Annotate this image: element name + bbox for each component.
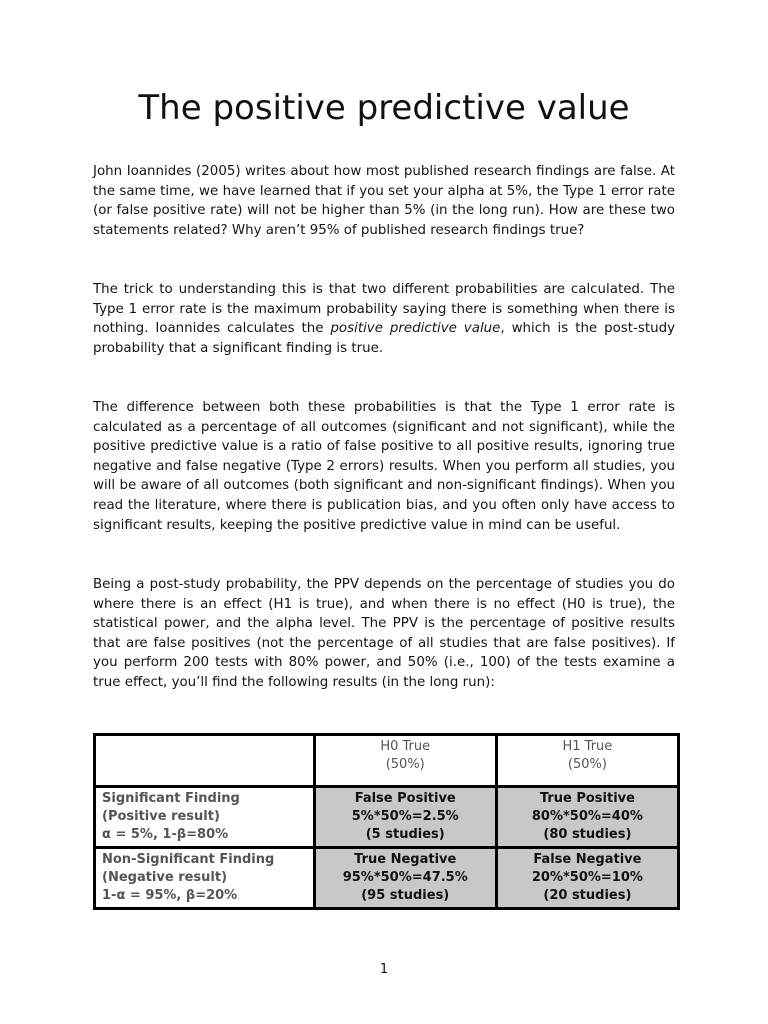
cell-line: 20%*50%=10% — [531, 870, 643, 885]
cell-true-positive — [496, 787, 678, 848]
table-row — [95, 787, 679, 848]
paragraph-trick-before: The trick to understanding this is that two different probabilities are calculated. The Type 1 error rate is the maximum probability saying there is something when there is nothing. Ioannides calculates the — [93, 282, 675, 337]
cell-line: (95 studies) — [361, 888, 450, 903]
header-h1-true — [496, 735, 678, 787]
row-label-line: (Positive result) — [102, 809, 220, 824]
paragraph-intro: John Ioannides (2005) writes about how most published research findings are false. At the same time, we have learned that if you set your alpha at 5%, the Type 1 error rate (or false positive rate) will not be higher than 5% (in the long run). How are these two statements related? Why aren’t 95% of published research findings true? — [93, 164, 675, 238]
cell-false-positive — [314, 787, 496, 848]
header-h1-title: H1 True — [562, 739, 613, 754]
paragraph-difference: The difference between both these probabilities is that the Type 1 error rate is calculated as a percentage of all outcomes (significant and not significant), while the positive predictive value is a ratio of false positive to all positive results, ignoring true negative and false negative (Type 2 errors) results. When you perform all studies, you will be aware of all outcomes (both significant and non-significant findings). When you read the literature, where there is publication bias, and you often only have access to significant results, keeping the positive predictive value in mind can be useful. — [93, 400, 675, 533]
cell-line: 80%*50%=40% — [531, 809, 643, 824]
table-header-row — [95, 735, 679, 787]
page-number: 1 — [379, 962, 389, 977]
paragraph-trick — [93, 280, 675, 358]
table-row — [95, 848, 679, 909]
cell-line: (20 studies) — [543, 888, 632, 903]
cell-line: 5%*50%=2.5% — [351, 809, 459, 824]
cell-line: 95%*50%=47.5% — [342, 870, 468, 885]
ppv-table — [93, 733, 680, 910]
cell-line: False Positive — [354, 791, 456, 806]
row-label-line: 1-α = 95%, β=20% — [102, 888, 238, 903]
row-label-line: (Negative result) — [102, 870, 228, 885]
header-h0-percent: (50%) — [385, 757, 425, 772]
cell-line: (5 studies) — [365, 827, 445, 842]
header-h0-true — [314, 735, 496, 787]
page-title: The positive predictive value — [138, 88, 630, 128]
row-label-significant — [95, 787, 315, 848]
cell-line: True Positive — [539, 791, 635, 806]
row-label-line: Significant Finding — [102, 791, 240, 806]
row-label-non-significant — [95, 848, 315, 909]
cell-line: (80 studies) — [543, 827, 632, 842]
row-label-line: α = 5%, 1-β=80% — [102, 827, 229, 842]
paragraph-trick-after: , which is the post-study probability that a significant finding is true. — [93, 321, 675, 356]
table-corner-cell — [95, 735, 315, 787]
cell-line: True Negative — [354, 852, 457, 867]
header-h0-title: H0 True — [380, 739, 431, 754]
paragraph-post-study: Being a post-study probability, the PPV depends on the percentage of studies you do where there is an effect (H1 is true), and when there is no effect (H0 is true), the statistical power, and the alpha level. The PPV is the percentage of positive results that are false positives (not the percentage of all studies that are false positives). If you perform 200 tests with 80% power, and 50% (i.e., 100) of the tests examine a true effect, you’ll find the following results (in the long run): — [93, 577, 675, 690]
cell-false-negative — [496, 848, 678, 909]
cell-line: False Negative — [533, 852, 642, 867]
cell-true-negative — [314, 848, 496, 909]
header-h1-percent: (50%) — [567, 757, 607, 772]
row-label-line: Non-Significant Finding — [102, 852, 275, 867]
ppv-emphasis: positive predictive value — [330, 321, 501, 337]
